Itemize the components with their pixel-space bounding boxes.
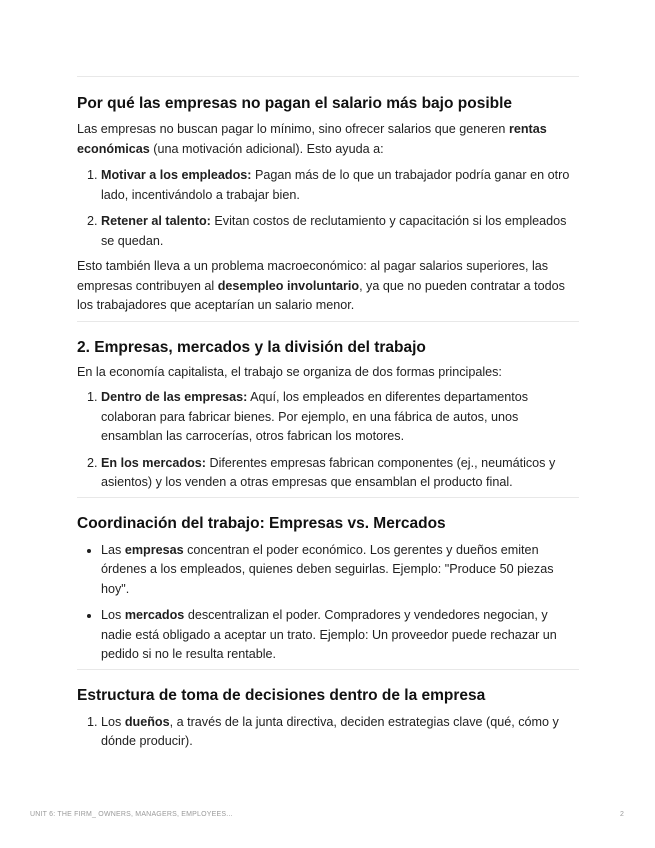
list-item: 2. Retener al talento: Evitan costos de reclutamiento y capacitación si los empleados se quedan. <box>101 212 579 251</box>
page-content <box>77 76 579 752</box>
list-item: 1. Dentro de las empresas: Aquí, los empleados en diferentes departamentos colaboran para fabricar bienes. Por ejemplo, en una fábrica de autos, unos ensamblan las carrocerías, otros fabrican los motores. <box>101 388 579 447</box>
section-heading: 2. Empresas, mercados y la división del trabajo <box>77 338 426 356</box>
list-item: 2. En los mercados: Diferentes empresas fabrican componentes (ej., neumáticos y asientos) y los venden a otras empresas que ensamblan el producto final. <box>101 454 579 493</box>
numbered-list <box>77 166 579 251</box>
paragraph: Esto también lleva a un problema macroeconómico: al pagar salarios superiores, las empresas contribuyen al desempleo involuntario, ya que no pueden contratar a todos los trabajadores que aceptarían un salario menor. <box>77 259 565 312</box>
section-heading: Coordinación del trabajo: Empresas vs. Mercados <box>77 514 446 532</box>
bullet-list <box>77 541 579 665</box>
divider <box>77 497 579 498</box>
divider <box>77 76 579 77</box>
list-item: • Las empresas concentran el poder económico. Los gerentes y dueños emiten órdenes a los empleados, quienes deben seguirlas. Ejemplo: "Produce 50 piezas hoy". <box>101 541 579 600</box>
list-item: • Los mercados descentralizan el poder. Compradores y vendedores negocian, y nadie está obligado a aceptar un trato. Ejemplo: Un proveedor puede rechazar un pedido si no le resulta rentable. <box>101 606 579 665</box>
paragraph: En la economía capitalista, el trabajo se organiza de dos formas principales: <box>77 364 502 379</box>
list-item: 1. Los dueños, a través de la junta directiva, deciden estrategias clave (qué, cómo y dónde producir). <box>101 713 579 752</box>
list-item: 1. Motivar a los empleados: Pagan más de lo que un trabajador podría ganar en otro lado, incentivándolo a trabajar bien. <box>101 166 579 205</box>
section-heading: Estructura de toma de decisiones dentro de la empresa <box>77 686 486 704</box>
divider <box>77 321 579 322</box>
divider <box>77 669 579 670</box>
numbered-list <box>77 388 579 493</box>
section-heading: Por qué las empresas no pagan el salario más bajo posible <box>77 95 513 112</box>
page-number: 2 <box>620 811 624 818</box>
paragraph: Las empresas no buscan pagar lo mínimo, sino ofrecer salarios que generen rentas económicas (una motivación adicional). Esto ayuda a: <box>77 122 547 156</box>
numbered-list <box>77 713 579 752</box>
footer-title: UNIT 6: THE FIRM_ OWNERS, MANAGERS, EMPLOYEES... <box>30 811 233 818</box>
